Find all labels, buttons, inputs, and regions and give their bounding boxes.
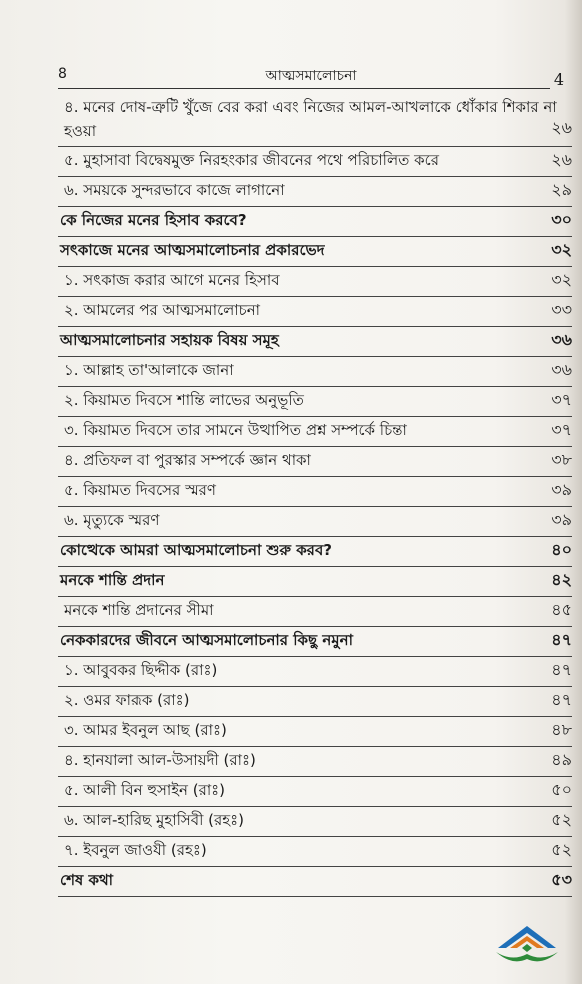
toc-section-heading [58, 207, 572, 237]
toc-entry [58, 267, 572, 297]
toc-entry-title: ৬. সময়কে সুন্দরভাবে কাজে লাগানো [64, 181, 285, 199]
toc-entry [58, 177, 572, 207]
toc-entry-page: ৩৮ [551, 450, 572, 469]
toc-entry-page: ৫০ [551, 780, 572, 799]
toc-entry-title: ৬. মৃত্যুকে স্মরণ [64, 511, 160, 529]
toc-entry-title: আত্মসমালোচনার সহায়ক বিষয় সমূহ [60, 331, 279, 349]
toc-entry-page: ৪২ [551, 570, 572, 589]
toc-entry [58, 387, 572, 417]
toc-entry-page: ৩৯ [551, 480, 572, 499]
toc-entry [58, 777, 572, 807]
toc-entry [58, 837, 572, 867]
toc-section-heading [58, 327, 572, 357]
toc-entry-title: ৫. কিয়ামত দিবসের স্মরণ [64, 481, 216, 499]
toc-entry-page: ৪৭ [551, 630, 572, 649]
toc-entry [58, 477, 572, 507]
toc-entry-title: ৪. প্রতিফল বা পুরস্কার সম্পর্কে জ্ঞান থাকা [64, 451, 311, 469]
toc-entry [58, 657, 572, 687]
toc-entry [58, 687, 572, 717]
toc-entry-title: ২. ওমর ফারূক (রাঃ) [64, 691, 190, 709]
toc-entry-page: ৫২ [551, 810, 572, 829]
toc-section-heading [58, 867, 572, 897]
toc-entry-page: ৪৫ [551, 600, 572, 619]
toc-entry [58, 297, 572, 327]
toc-entry-title: ২. কিয়ামত দিবসে শান্তি লাভের অনুভূতি [64, 391, 304, 409]
toc-entry-title: ৪. হানযালা আল-উসায়দী (রাঃ) [64, 751, 256, 769]
publisher-logo-icon [492, 918, 562, 966]
toc-entry [58, 807, 572, 837]
toc-entry-page: ৪৭ [551, 690, 572, 709]
toc-entry-title: ৪. মনের দোষ-ত্রুটি খুঁজে বের করা এবং নিজের আমল-আখলাকে ধোঁকার শিকার না হওয়া [64, 98, 557, 140]
toc-entry-title: কে নিজের মনের হিসাব করবে? [60, 211, 247, 229]
toc-entry-title: কোত্থেকে আমরা আত্মসমালোচনা শুরু করব? [60, 541, 332, 559]
toc-entry-title: ২. আমলের পর আত্মসমালোচনা [64, 301, 261, 319]
toc-entry-title: শেষ কথা [60, 871, 114, 889]
toc-entry [58, 447, 572, 477]
toc-entry-page: ২৯ [551, 180, 572, 199]
toc-section-heading [58, 627, 572, 657]
toc-entry-page: ২৬ [551, 150, 572, 169]
toc-entry [58, 717, 572, 747]
toc-entry-title: ৭. ইবনুল জাওযী (রহঃ) [64, 841, 207, 859]
toc-entry-title: ১. সৎকাজ করার আগে মনের হিসাব [64, 271, 280, 289]
header-right-page-number: 4 [553, 70, 564, 89]
toc-entry-title: ৬. আল-হারিছ মুহাসিবী (রহঃ) [64, 811, 245, 829]
toc-section-heading [58, 537, 572, 567]
toc-entry-title: ৩. কিয়ামত দিবসে তার সামনে উত্থাপিত প্রশ্ন সম্পর্কে চিন্তা [64, 421, 407, 439]
toc-entry-page: ৩৯ [551, 510, 572, 529]
toc-entry [58, 357, 572, 387]
toc-entry-title: মনকে শান্তি প্রদান [60, 571, 165, 589]
toc-entry-page: ৪৭ [551, 660, 572, 679]
toc-entry [58, 747, 572, 777]
toc-entry-title: মনকে শান্তি প্রদানের সীমা [64, 601, 214, 619]
toc-entry-page: ৩২ [551, 270, 572, 289]
toc-entry-page: ২৬ [551, 118, 572, 137]
toc-entry-page: ৩৩ [551, 300, 572, 319]
toc-entry-page: ৪০ [551, 540, 572, 559]
toc-entry-page: ৩০ [551, 210, 572, 229]
toc-entry-page: ৪৮ [551, 720, 572, 739]
table-of-contents [58, 92, 572, 897]
toc-entry [58, 597, 572, 627]
toc-entry-title: সৎকাজে মনের আত্মসমালোচনার প্রকারভেদ [60, 241, 325, 259]
toc-entry-page: ৩৭ [551, 420, 572, 439]
toc-entry-title: ৫. আলী বিন হুসাইন (রাঃ) [64, 781, 226, 799]
page-header [58, 64, 564, 88]
toc-entry-page: ৩৬ [551, 360, 572, 379]
toc-entry-page: ৩২ [551, 240, 572, 259]
toc-entry [58, 92, 572, 147]
toc-entry [58, 417, 572, 447]
header-left-page-number: 8 [58, 66, 67, 82]
toc-entry [58, 507, 572, 537]
toc-entry-title: ১. আবুবকর ছিদ্দীক (রাঃ) [64, 661, 218, 679]
header-rule [58, 88, 550, 89]
toc-entry-title: ৫. মুহাসাবা বিদ্বেষমুক্ত নিরহংকার জীবনের পথে পরিচালিত করে [64, 151, 439, 169]
toc-entry-page: ৩৭ [551, 390, 572, 409]
toc-entry-page: ৪৯ [551, 750, 572, 769]
toc-entry-page: ৩৬ [551, 330, 572, 349]
toc-entry [58, 147, 572, 177]
toc-section-heading [58, 567, 572, 597]
toc-entry-page: ৫৩ [551, 870, 572, 889]
running-title: আত্মসমালোচনা [265, 68, 357, 84]
toc-entry-page: ৫২ [551, 840, 572, 859]
toc-entry-title: ১. আল্লাহ তা'আলাকে জানা [64, 361, 234, 379]
toc-section-heading [58, 237, 572, 267]
toc-entry-title: নেককারদের জীবনে আত্মসমালোচনার কিছু নমুনা [60, 631, 353, 649]
toc-entry-title: ৩. আমর ইবনুল আছ (রাঃ) [64, 721, 227, 739]
